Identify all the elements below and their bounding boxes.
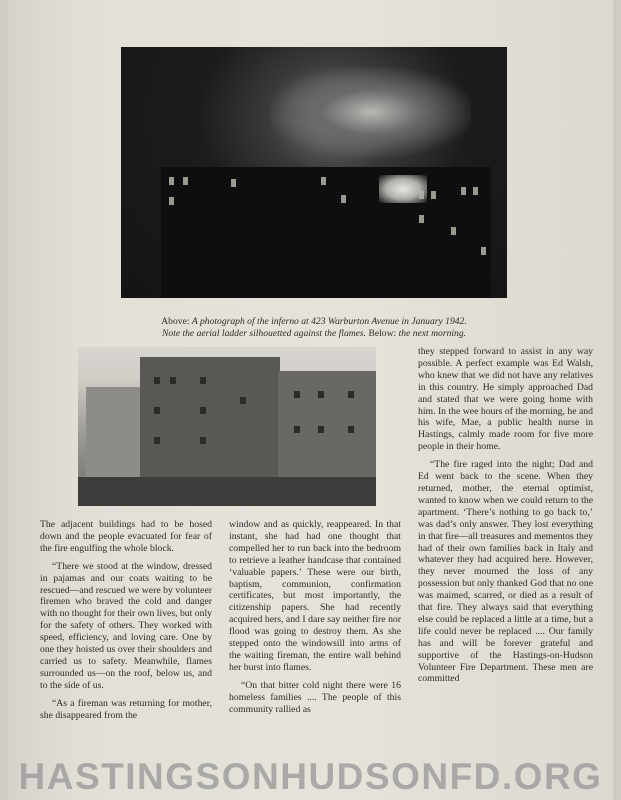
document-page [8,0,613,800]
paragraph: “On that bitter cold night there were 16 homeless families .... The people of this community rallied as [229,679,401,715]
paragraph: window and as quickly, reappeared. In that instant, she had had one thought that compelled her to run back into the bedroom to retrieve a leather handcase that contained ‘valuable papers.’ These were our birth, baptism, communion, confirmation certificates, but most importantly, the citizenship papers. She had recently acquired hers, and I dare say neither fire nor flood was going to destroy them. As she stepped onto the windowsill into arms of the waiting fireman, the entire wall behind her burst into flames. [229,519,401,673]
flame-glow [379,175,427,203]
photo-caption [121,316,507,340]
text-column-right [418,346,593,691]
fire-night-photo [121,47,507,298]
aftermath-photo [78,347,376,506]
site-watermark: HASTINGSONHUDSONFD.ORG [18,756,603,797]
text-column-middle [229,519,401,722]
text-column-left [40,519,212,728]
caption-below-text: the next morning. [398,328,467,339]
caption-line2: Note the aerial ladder silhouetted against the flames. [161,328,367,339]
caption-line1: A photograph of the inferno at 423 Warburton Avenue in January 1942. [191,316,467,327]
paragraph: they stepped forward to assist in any way possible. A perfect example was Ed Walsh, who knew that we did not have any relatives in this country. He simply approached Dad and stated that we were going home with him. In the wee hours of the morning, he and his wife, Mae, a public health nurse in Hastings, calmly made room for five more people in their home. [418,346,593,453]
caption-below-label: Below: [368,328,397,339]
paragraph: “There we stood at the window, dressed in pajamas and our coats waiting to be rescued—and rescued we were by volunteer firemen who braved the cold and danger with no thought for their own lives, but only for the safety of others. They worked with speed, efficiency, and loving care. One by one they hoisted us over their shoulders and carried us to safety. Meanwhile, flames surrounded us—on the roof, below us, and to the side of us. [40,560,212,691]
paragraph: “As a fireman was returning for mother, she disappeared from the [40,697,212,721]
caption-above-label: Above: [161,316,190,327]
paragraph: “The fire raged into the night; Dad and Ed went back to the scene. When they returned, mother, the eternal optimist, wanted to know when we could return to the apartment. ‘There’s nothing to go back to,’ was dad’s only answer. They lost everything in that fire—all treasures and mementos they had of their own families back in Italy and whatever they had acquired here. However, they never mourned the loss of any possession but only thanked God that no one was maimed, scarred, or died as a result of that fire. They always said that everything else could be replaced a little at a time, but a life could never be replaced .... Our family has and will be forever grateful and supportive of the Hastings-on-Hudson Volunteer Fire Department. These men are committed [418,459,593,685]
street [78,477,376,506]
paragraph: The adjacent buildings had to be hosed down and the people evacuated for fear of the fire engulfing the whole block. [40,519,212,554]
smoke-cloud [271,67,471,157]
burning-building-silhouette [161,167,491,298]
